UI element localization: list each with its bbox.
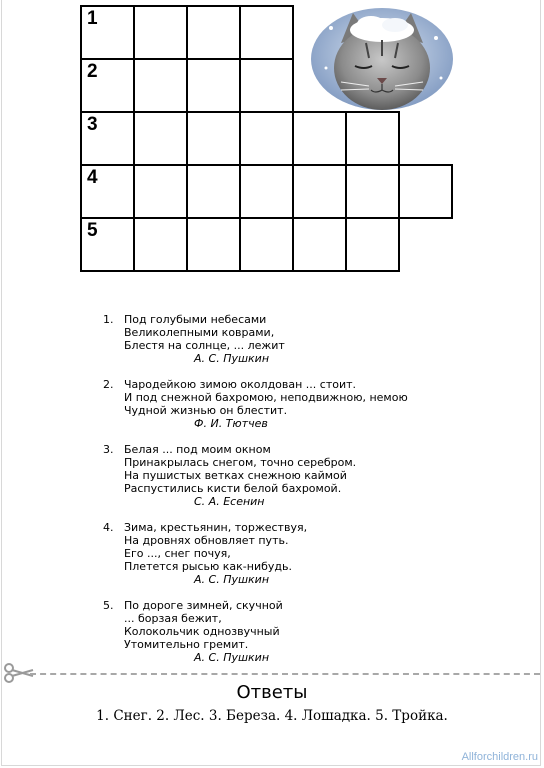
crossword-cell[interactable] xyxy=(133,217,188,272)
crossword-cell[interactable] xyxy=(80,58,135,113)
row-number: 3 xyxy=(87,114,98,135)
clue-item xyxy=(103,599,523,664)
clue-line: Великолепными коврами, xyxy=(124,326,275,339)
crossword-row xyxy=(80,219,400,274)
crossword-cell[interactable] xyxy=(239,111,294,166)
clue-line: Под голубыми небесами xyxy=(124,313,267,326)
crossword-cell[interactable] xyxy=(80,217,135,272)
clue-line: ... борзая бежит, xyxy=(124,612,222,625)
crossword-cell[interactable] xyxy=(345,217,400,272)
clue-author: С. А. Есенин xyxy=(194,495,265,508)
clue-line: Зима, крестьянин, торжествуя, xyxy=(124,521,308,534)
answers-text: 1. Снег. 2. Лес. 3. Береза. 4. Лошадка. 5. Тройка. xyxy=(96,708,448,724)
clue-number: 4. xyxy=(103,521,114,534)
clue-item xyxy=(103,521,523,586)
clue-line: Утомительно гремит. xyxy=(124,638,249,651)
cut-line xyxy=(30,673,540,675)
crossword-cell[interactable] xyxy=(186,5,241,60)
clue-author: Ф. И. Тютчев xyxy=(194,417,268,430)
clue-line: Принакрылась снегом, точно серебром. xyxy=(124,456,357,469)
clues-list xyxy=(103,313,523,677)
row-number: 4 xyxy=(87,167,98,188)
crossword-row xyxy=(80,113,400,168)
row-number: 1 xyxy=(87,8,98,29)
crossword-cell[interactable] xyxy=(80,5,135,60)
clue-number: 1. xyxy=(103,313,114,326)
clue-number: 2. xyxy=(103,378,114,391)
clue-line: Его ..., снег почуя, xyxy=(124,547,231,560)
crossword-cell[interactable] xyxy=(133,5,188,60)
clue-number: 5. xyxy=(103,599,114,612)
clue-line: На дровнях обновляет путь. xyxy=(124,534,289,547)
crossword-cell[interactable] xyxy=(133,111,188,166)
crossword-cell[interactable] xyxy=(80,111,135,166)
crossword-cell[interactable] xyxy=(133,58,188,113)
crossword-cell[interactable] xyxy=(292,217,347,272)
crossword-cell[interactable] xyxy=(186,58,241,113)
crossword-cell[interactable] xyxy=(345,111,400,166)
row-number: 5 xyxy=(87,220,98,241)
crossword-cell[interactable] xyxy=(186,111,241,166)
clue-line: Колокольчик однозвучный xyxy=(124,625,280,638)
clue-author: А. С. Пушкин xyxy=(194,352,270,365)
clue-item xyxy=(103,313,523,365)
clue-line: Плетется рысью как-нибудь. xyxy=(124,560,292,573)
answers-title: Ответы xyxy=(236,682,308,703)
crossword-cell[interactable] xyxy=(345,164,400,219)
clue-line: Чудной жизнью он блестит. xyxy=(124,404,288,417)
clue-item xyxy=(103,378,523,430)
crossword-cell[interactable] xyxy=(239,5,294,60)
crossword-cell[interactable] xyxy=(80,164,135,219)
crossword-cell[interactable] xyxy=(239,164,294,219)
clue-line: Белая ... под моим окном xyxy=(124,443,271,456)
crossword-cell[interactable] xyxy=(133,164,188,219)
clue-number: 3. xyxy=(103,443,114,456)
clue-line: Распустились кисти белой бахромой. xyxy=(124,482,342,495)
crossword-row xyxy=(80,60,294,115)
clue-line: Блестя на солнце, ... лежит xyxy=(124,339,285,352)
clue-line: По дороге зимней, скучной xyxy=(124,599,283,612)
crossword-cell[interactable] xyxy=(398,164,453,219)
crossword-cell[interactable] xyxy=(239,217,294,272)
crossword-cell[interactable] xyxy=(292,164,347,219)
crossword-row xyxy=(80,166,453,221)
clue-item xyxy=(103,443,523,508)
clue-line: И под снежной бахромою, неподвижною, немою xyxy=(124,391,408,404)
clue-author: А. С. Пушкин xyxy=(194,651,270,664)
crossword-row xyxy=(80,7,294,62)
crossword-cell[interactable] xyxy=(186,217,241,272)
clue-line: На пушистых ветках снежною каймой xyxy=(124,469,347,482)
snow-cat-photo xyxy=(311,8,453,110)
clue-line: Чародейкою зимою околдован ... стоит. xyxy=(124,378,357,391)
clue-author: А. С. Пушкин xyxy=(194,573,270,586)
site-watermark: Allforchildren.ru xyxy=(461,751,538,763)
crossword-cell[interactable] xyxy=(239,58,294,113)
crossword-cell[interactable] xyxy=(292,111,347,166)
crossword-cell[interactable] xyxy=(186,164,241,219)
row-number: 2 xyxy=(87,61,98,82)
